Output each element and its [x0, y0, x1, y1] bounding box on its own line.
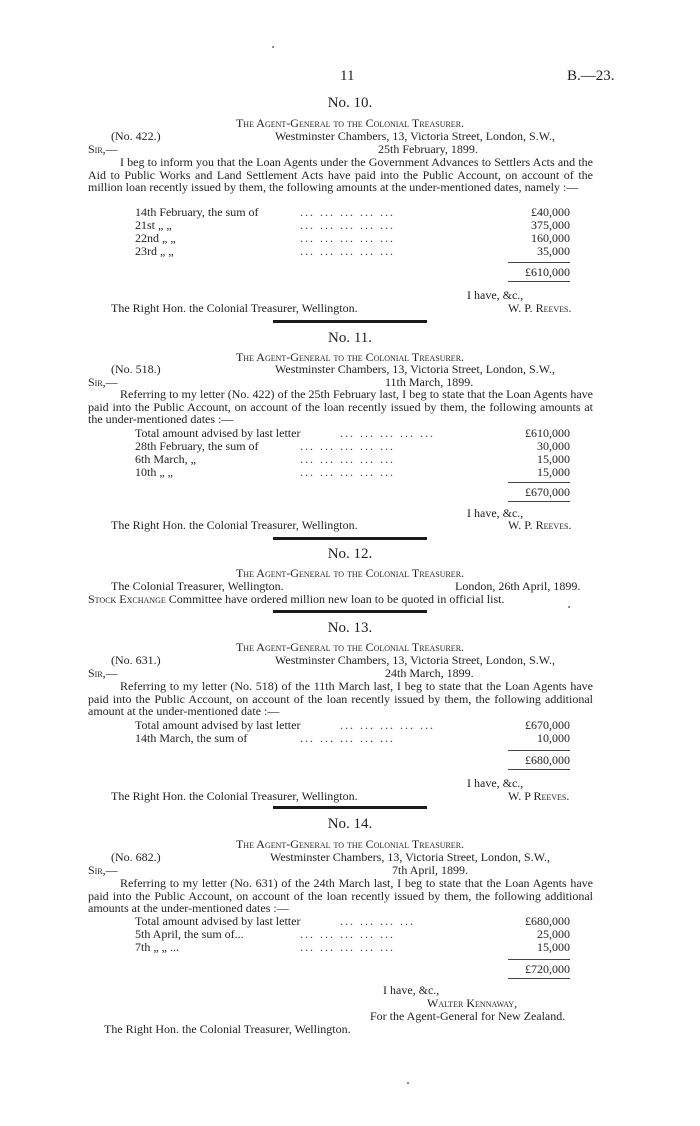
leader-dots: ... ... ... ... ... [300, 465, 395, 479]
closing: I have, &c., [467, 288, 524, 302]
amount-value: 375,000 [531, 218, 570, 232]
page-speck [407, 1082, 409, 1084]
section-divider [273, 806, 427, 809]
total-amount: £670,000 [525, 485, 570, 499]
page-number: 11 [340, 68, 355, 84]
signature: W. P. Reeves. [508, 301, 572, 315]
amount-label: 22nd „ „ [135, 231, 176, 245]
sender-address: Westminster Chambers, 13, Victoria Street, London, S.W., [270, 850, 550, 864]
amount-label: 7th „ „ ... [135, 940, 179, 954]
document-reference: B.—23. [567, 68, 615, 84]
signature: Walter Kennaway, [427, 996, 518, 1010]
letter-number: No. 10. [327, 95, 373, 111]
amount-label: Total amount advised by last letter [135, 426, 301, 440]
letter-date: London, 26th April, 1899. [455, 579, 581, 593]
amount-value: 15,000 [537, 452, 570, 466]
amount-label: Total amount advised by last letter [135, 914, 301, 928]
letter-date: 11th March, 1899. [385, 375, 474, 389]
letter-ref: (No. 682.) [111, 850, 161, 864]
addressee: The Right Hon. the Colonial Treasurer, Wellington. [111, 518, 358, 532]
sender-address: Westminster Chambers, 13, Victoria Street, London, S.W., [275, 362, 555, 376]
amount-value: £610,000 [525, 426, 570, 440]
amount-value: 15,000 [537, 465, 570, 479]
letter-heading: The Agent-General to the Colonial Treasurer. [235, 566, 465, 580]
amount-label: 14th February, the sum of [135, 205, 259, 219]
leader-dots: ... ... ... ... ... [300, 231, 395, 245]
amount-value: 35,000 [537, 244, 570, 258]
salutation: Sir,— [88, 666, 118, 680]
total-amount: £720,000 [525, 962, 570, 976]
letter-date: 25th February, 1899. [378, 142, 478, 156]
salutation: Sir,— [88, 142, 118, 156]
leader-dots: ... ... ... ... ... [300, 940, 395, 954]
letter-heading: The Agent-General to the Colonial Treasurer. [235, 116, 465, 130]
letter-heading: The Agent-General to the Colonial Treasurer. [235, 837, 465, 851]
amount-label: 23rd „ „ [135, 244, 174, 258]
leader-dots: ... ... ... ... ... [300, 244, 395, 258]
amount-value: 25,000 [537, 927, 570, 941]
amount-label: 6th March, „ [135, 452, 196, 466]
signature: W. P. Reeves. [508, 518, 572, 532]
leader-dots: ... ... ... ... [340, 914, 415, 928]
amount-value: 160,000 [531, 231, 570, 245]
amount-label: 14th March, the sum of [135, 731, 248, 745]
addressee: The Right Hon. the Colonial Treasurer, Wellington. [111, 301, 358, 315]
amount-value: 15,000 [537, 940, 570, 954]
amount-value: £670,000 [525, 718, 570, 732]
letter-heading: The Agent-General to the Colonial Treasurer. [235, 640, 465, 654]
telegram-body-rest: Committee have ordered million new loan to be quoted in official list. [165, 592, 505, 606]
amount-label: 10th „ „ [135, 465, 173, 479]
letter-ref: (No. 422.) [111, 129, 161, 143]
addressee: The Colonial Treasurer, Wellington. [111, 579, 284, 593]
sender-address: Westminster Chambers, 13, Victoria Street, London, S.W., [275, 653, 555, 667]
section-divider [273, 537, 427, 540]
letter-date: 24th March, 1899. [385, 666, 474, 680]
letter-body: I beg to inform you that the Loan Agents under the Government Advances to Settlers Acts and the Aid to Public Works and Land Settlement Acts have paid into the Public Account, on account of the million loan recently issued by them, the following amounts at the under-mentioned dates, namely :— [88, 155, 593, 194]
letter-number: No. 14. [327, 816, 373, 832]
addressee: The Right Hon. the Colonial Treasurer, Wellington. [104, 1022, 351, 1036]
amount-value: 10,000 [537, 731, 570, 745]
sender-address: Westminster Chambers, 13, Victoria Street, London, S.W., [275, 129, 555, 143]
letter-body: Referring to my letter (No. 518) of the 11th March last, I beg to state that the Loan Agents have paid into the Public Account, on account of the loan recently issued by them, the following additional amount at the under-mentioned date :— [88, 679, 593, 718]
leader-dots: ... ... ... ... ... [300, 218, 395, 232]
telegram-body [88, 593, 504, 606]
leader-dots: ... ... ... ... ... [340, 426, 435, 440]
addressee: The Right Hon. the Colonial Treasurer, Wellington. [111, 789, 358, 803]
leader-dots: ... ... ... ... ... [300, 439, 395, 453]
letter-ref: (No. 631.) [111, 653, 161, 667]
total-rule [508, 769, 570, 770]
amount-value: 30,000 [537, 439, 570, 453]
letter-date: 7th April, 1899. [392, 863, 469, 877]
letter-number: No. 13. [327, 620, 373, 636]
leader-dots: ... ... ... ... ... [300, 927, 395, 941]
page-speck [272, 46, 274, 48]
letter-body: Referring to my letter (No. 422) of the 25th February last, I beg to state that the Loan Agents have paid into the Public Account, on account of the loan recently issued by them, the following amounts at the under-mentioned dates :— [88, 387, 593, 426]
letter-number: No. 12. [327, 546, 373, 562]
total-rule [508, 501, 570, 502]
closing: I have, &c., [467, 776, 524, 790]
letter-heading: The Agent-General to the Colonial Treasurer. [235, 350, 465, 364]
salutation: Sir,— [88, 375, 118, 389]
sum-rule [508, 262, 570, 263]
page-speck [568, 606, 570, 608]
sum-rule [508, 750, 570, 751]
signature: W. P Reeves. [508, 789, 570, 803]
total-amount: £610,000 [525, 265, 570, 279]
leader-dots: ... ... ... ... ... [300, 205, 395, 219]
telegram-body-lead: Stock Exchange [88, 592, 166, 606]
leader-dots: ... ... ... ... ... [340, 718, 435, 732]
amount-value: £40,000 [531, 205, 570, 219]
total-rule [508, 281, 570, 282]
amount-label: 21st „ „ [135, 218, 172, 232]
total-amount: £680,000 [525, 753, 570, 767]
leader-dots: ... ... ... ... ... [300, 452, 395, 466]
amount-label: 5th April, the sum of... [135, 927, 244, 941]
amount-value: £680,000 [525, 914, 570, 928]
signature-capacity: For the Agent-General for New Zealand. [370, 1009, 566, 1023]
letter-body: Referring to my letter (No. 631) of the 24th March last, I beg to state that the Loan Agents have paid into the Public Account, on account of the loan recently issued by them, the following additional amounts at the under-mentioned dates :— [88, 876, 593, 915]
leader-dots: ... ... ... ... ... [300, 731, 395, 745]
amount-label: Total amount advised by last letter [135, 718, 301, 732]
section-divider [273, 320, 427, 323]
letter-number: No. 11. [327, 330, 373, 346]
sum-rule [508, 482, 570, 483]
letter-ref: (No. 518.) [111, 362, 161, 376]
closing: I have, &c., [467, 506, 524, 520]
total-rule [508, 978, 570, 979]
salutation: Sir,— [88, 863, 118, 877]
closing: I have, &c., [383, 983, 440, 997]
section-divider [273, 610, 427, 613]
sum-rule [508, 959, 570, 960]
amount-label: 28th February, the sum of [135, 439, 259, 453]
